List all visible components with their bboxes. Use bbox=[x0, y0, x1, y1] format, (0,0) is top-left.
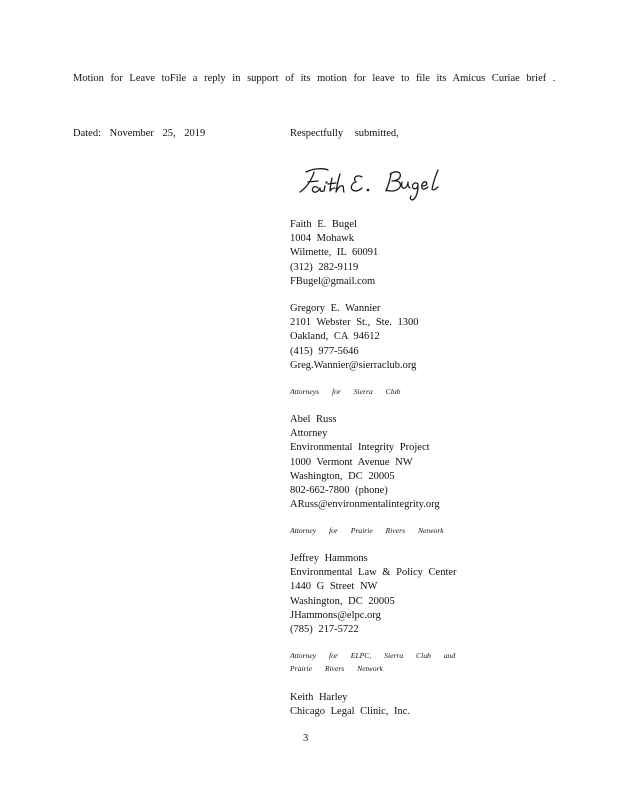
role-caption-line-2: Prairie Rivers Network bbox=[290, 663, 383, 673]
closing-line: Respectfully submitted, bbox=[290, 128, 399, 139]
address-line-1: 2101 Webster St., Ste. 1300 bbox=[290, 317, 419, 329]
address-line-2: Oakland, CA 94612 bbox=[290, 331, 380, 343]
role-caption: Attorney for Prairie Rivers Network bbox=[290, 526, 444, 535]
email-address: ARuss@environmentalintegrity.org bbox=[290, 499, 440, 511]
signature-image bbox=[292, 160, 452, 205]
email-address: Greg.Wannier@sierraclub.org bbox=[290, 359, 417, 371]
phone-number: (785) 217-5722 bbox=[290, 623, 359, 635]
signature-block-bugel bbox=[290, 218, 378, 289]
organization: Environmental Law & Policy Center bbox=[290, 567, 457, 579]
attorney-title: Attorney bbox=[290, 428, 328, 440]
attorney-name: Jeffrey Hammons bbox=[290, 553, 368, 564]
role-prairie-rivers bbox=[290, 525, 444, 538]
address-line-2: Wilmette, IL 60091 bbox=[290, 247, 379, 259]
role-elpc bbox=[290, 650, 455, 675]
phone-number: 802-662-7800 (phone) bbox=[290, 484, 388, 496]
signature-block-hammons bbox=[290, 552, 457, 637]
attorney-name: Abel Russ bbox=[290, 414, 337, 425]
role-caption: Attorneys for Sierra Club bbox=[290, 387, 401, 396]
email-address: JHammons@elpc.org bbox=[290, 609, 381, 621]
signature-block-wannier bbox=[290, 302, 419, 373]
organization: Environmental Integrity Project bbox=[290, 442, 430, 454]
address-line-2: Washington, DC 20005 bbox=[290, 470, 395, 482]
attorney-name: Keith Harley bbox=[290, 692, 348, 703]
role-sierra-club bbox=[290, 386, 400, 399]
role-caption-line-1: Attorney for ELPC, Sierra Club and bbox=[290, 651, 456, 660]
address-line-1: 1440 G Street NW bbox=[290, 581, 378, 593]
dated-line: Dated: November 25, 2019 bbox=[73, 128, 206, 139]
organization: Chicago Legal Clinic, Inc. bbox=[290, 706, 411, 718]
signature-block-russ bbox=[290, 413, 440, 512]
attorney-name: Faith E. Bugel bbox=[290, 219, 357, 230]
address-line-2: Washington, DC 20005 bbox=[290, 595, 395, 607]
signature-block-harley bbox=[290, 691, 410, 719]
phone-number: (415) 977-5646 bbox=[290, 345, 359, 357]
address-line-1: 1000 Vermont Avenue NW bbox=[290, 456, 413, 468]
email-address: FBugel@gmail.com bbox=[290, 275, 376, 287]
handwritten-signature bbox=[292, 160, 452, 202]
phone-number: (312) 282-9119 bbox=[290, 261, 359, 273]
attorney-name: Gregory E. Wannier bbox=[290, 303, 381, 314]
motion-text: Motion for Leave toFile a reply in support of its motion for leave to file its Amicus Curiae brief . bbox=[73, 73, 556, 84]
address-line-1: 1004 Mohawk bbox=[290, 233, 354, 245]
page-number: 3 bbox=[303, 733, 309, 744]
